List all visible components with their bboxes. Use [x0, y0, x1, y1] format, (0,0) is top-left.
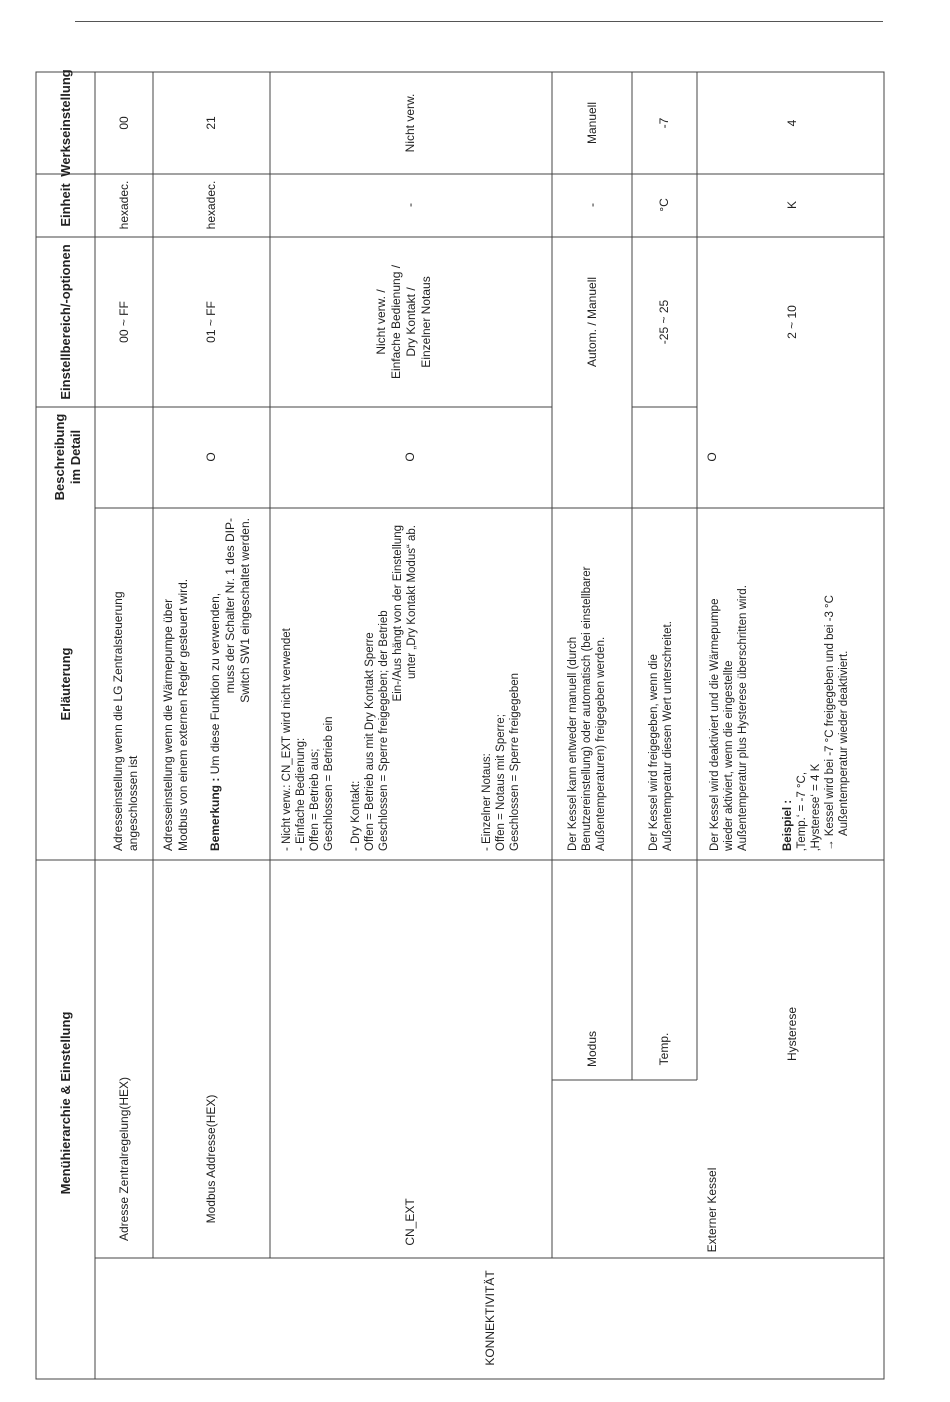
- row-modus-name: Modus: [585, 1030, 599, 1068]
- row-adresse-factory: 00: [117, 116, 131, 130]
- row-cnext-explanation-1: - Nicht verw.: CN_EXT wird nicht verwendet: [281, 628, 293, 851]
- row-hysterese-example-2: ‚Hysterese‘ = 4 K: [810, 763, 822, 851]
- row-modbus-explanation-1: Adresseinstellung wenn die Wärmepumpe über: [161, 598, 175, 851]
- row-modus-unit: -: [585, 203, 599, 207]
- row-cnext-explanation-10: - Einzelner Notaus:: [481, 753, 493, 851]
- row-modbus-explanation-2: Modbus von einem externen Regler gesteuert wird.: [176, 578, 190, 851]
- row-modbus-detail: O: [204, 452, 218, 462]
- row-cnext-range-2: Einfache Bedienung /: [389, 264, 403, 380]
- row-hysterese-unit: K: [785, 200, 799, 210]
- row-hysterese-example-1: ‚Temp.‘ = -7 °C,: [796, 771, 808, 851]
- row-temp-range: -25 ~ 25: [657, 299, 671, 345]
- row-cnext-range-3: Dry Kontakt /: [404, 287, 418, 357]
- header-explanation: Erläuterung: [58, 647, 73, 721]
- row-cnext-explanation-4: Geschlossen = Betrieb ein: [323, 716, 335, 851]
- row-hysterese-explanation-3: Außentemperatur plus Hysterese überschritten wird.: [737, 585, 749, 851]
- row-hysterese-example-4: Außentemperatur wieder deaktiviert.: [838, 650, 850, 836]
- row-adresse-unit: hexadec.: [117, 180, 131, 230]
- row-modbus-note-label: Bemerkung :: [208, 777, 222, 851]
- header-unit: Einheit: [58, 183, 73, 227]
- row-hysterese-range: 2 ~ 10: [785, 305, 799, 339]
- header-range: Einstellbereich/-optionen: [58, 244, 73, 400]
- row-modus-explanation-1: Der Kessel kann entweder manuell (durch: [567, 636, 579, 851]
- row-adresse-range: 00 ~ FF: [117, 301, 131, 343]
- row-adresse-name: Adresse Zentralregelung(HEX): [117, 1076, 131, 1242]
- row-modus-explanation-2: Benutzereinstellung) oder automatisch (bei einstellbarer: [581, 566, 593, 851]
- row-modbus-unit: hexadec.: [204, 180, 218, 230]
- row-cnext-explanation-3: Offen = Betrieb aus;: [309, 748, 321, 851]
- row-hysterese-explanation-2: wieder aktiviert, wenn die eingestellte: [723, 660, 735, 851]
- row-cnext-name: CN_EXT: [403, 1198, 417, 1246]
- row-modus-explanation-3: Außentemperaturen) freigegeben werden.: [595, 636, 607, 851]
- row-cnext-factory: Nicht verw.: [403, 93, 417, 153]
- row-hysterese-explanation-1: Der Kessel wird deaktiviert und die Wärmepumpe: [709, 598, 721, 851]
- row-cnext-range-4: Einzelner Notaus: [419, 276, 433, 368]
- row-cnext-explanation-2: - Einfache Bedienung:: [295, 737, 307, 851]
- row-temp-name: Temp.: [657, 1032, 671, 1066]
- row-cnext-unit: -: [403, 203, 417, 207]
- row-cnext-detail: O: [403, 452, 417, 462]
- row-modus-factory: Manuell: [585, 101, 599, 145]
- header-detail-line1: Beschreibung: [52, 413, 67, 501]
- row-temp-explanation-2: Außentemperatur diesen Wert unterschreitet.: [662, 621, 674, 851]
- row-cnext-range-1: Nicht verw. /: [374, 289, 388, 355]
- row-modus-range: Autom. / Manuell: [585, 276, 599, 368]
- row-modbus-note-2: muss der Schalter Nr. 1 des DIP-: [223, 518, 237, 694]
- row-cnext-explanation-12: Geschlossen = Sperre freigegeben: [509, 672, 521, 851]
- row-cnext-explanation-6: Offen = Betrieb aus mit Dry Kontakt Sperre: [364, 632, 376, 851]
- row-cnext-explanation-5: - Dry Kontakt:: [350, 780, 362, 851]
- row-modbus-name: Modbus Addresse(HEX): [204, 1094, 218, 1224]
- row-hysterese-example-label: Beispiel :: [782, 799, 794, 851]
- category-label: KONNEKTIVITÄT: [483, 1270, 497, 1366]
- row-kessel-detail: O: [705, 452, 719, 462]
- row-temp-explanation-1: Der Kessel wird freigegeben, wenn die: [648, 654, 660, 851]
- row-adresse-explanation-1: Adresseinstellung wenn die LG Zentralsteuerung: [111, 591, 125, 851]
- row-hysterese-factory: 4: [785, 119, 799, 127]
- row-temp-factory: -7: [657, 117, 671, 129]
- row-modbus-note-3: Switch SW1 eingeschaltet werden.: [238, 518, 252, 703]
- header-factory: Werkseinstellung: [58, 69, 73, 177]
- row-adresse-explanation-2: angeschlossen ist: [126, 755, 140, 851]
- row-cnext-explanation-8: Ein-/Aus hängt von der Einstellung: [392, 525, 404, 702]
- header-detail-line2: im Detail: [68, 429, 83, 485]
- row-modbus-note-text: Um diese Funktion zu verwenden,: [208, 592, 222, 778]
- row-cnext-explanation-11: Offen = Notaus mit Sperre;: [495, 714, 507, 851]
- row-modbus-factory: 21: [204, 116, 218, 130]
- header-menu: Menühierarchie & Einstellung: [58, 1011, 73, 1195]
- row-modbus-note-1: [208, 593, 222, 851]
- row-cnext-explanation-7: Geschlossen = Sperre freigegeben; der Betrieb: [378, 610, 390, 851]
- row-hysterese-name: Hysterese: [785, 1006, 799, 1062]
- row-cnext-explanation-9: unter „Dry Kontakt Modus“ ab.: [406, 525, 418, 680]
- row-hysterese-example-3: → Kessel wird bei -7 °C freigegeben und bei -3 °C: [824, 595, 836, 851]
- row-temp-unit: °C: [657, 198, 671, 212]
- row-kessel-name: Externer Kessel: [705, 1167, 719, 1253]
- row-modbus-range: 01 ~ FF: [204, 301, 218, 343]
